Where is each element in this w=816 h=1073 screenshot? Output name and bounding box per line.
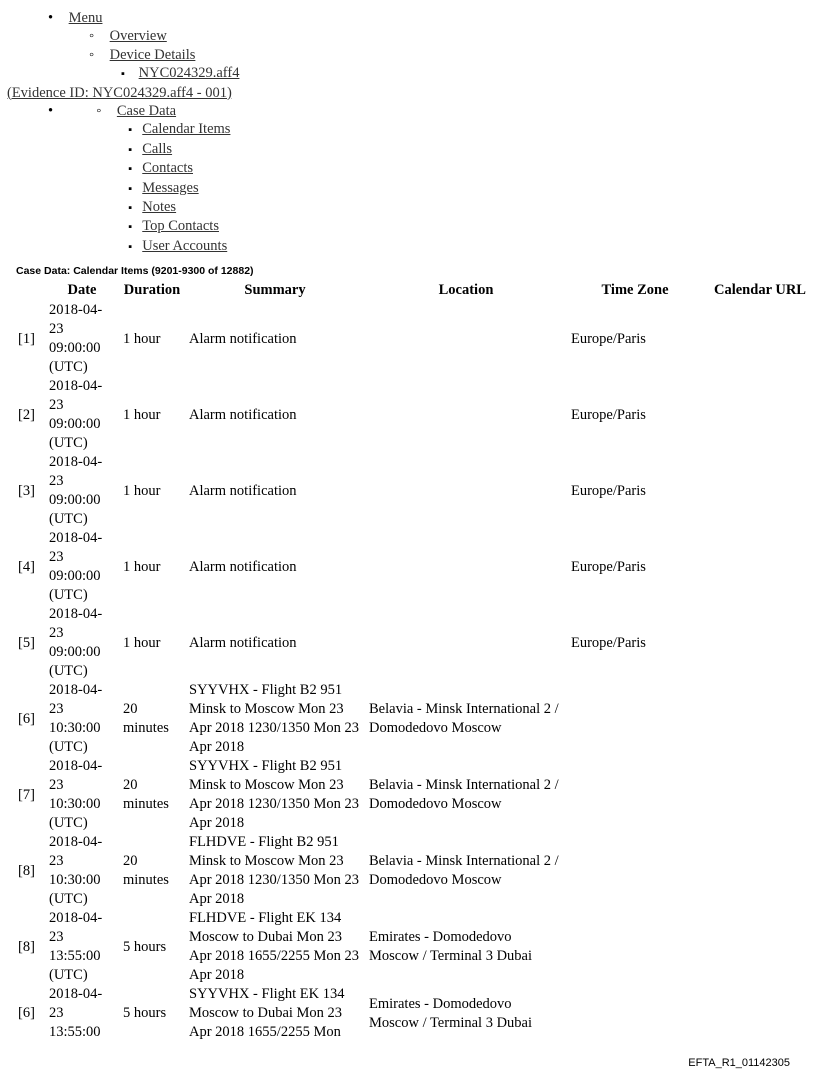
menu-list-cont [0, 102, 816, 256]
row-summary: FLHDVE - Flight B2 951 Minsk to Moscow Mon 23 Apr 2018 1230/1350 Mon 23 Apr 2018 [189, 834, 359, 907]
row-timezone [568, 681, 702, 757]
case-items-list [96, 120, 230, 256]
col-header-timezone: Time Zone [601, 282, 669, 298]
row-timezone: Europe/Paris [571, 330, 646, 347]
case-item-link[interactable]: Contacts [142, 160, 193, 177]
row-index: [7] [18, 786, 35, 803]
row-summary: SYYVHX - Flight B2 951 Minsk to Moscow Mon 23 Apr 2018 1230/1350 Mon 23 Apr 2018 [189, 758, 359, 831]
row-duration: 1 hour [123, 634, 161, 651]
row-duration: 1 hour [123, 482, 161, 499]
row-summary: Alarm notification [189, 406, 297, 423]
row-date: 2018-04-23 10:30:00 (UTC) [49, 682, 103, 755]
col-header-calendar-url: Calendar URL [714, 282, 806, 298]
row-date: 2018-04-23 09:00:00 (UTC) [49, 606, 103, 679]
row-duration: 1 hour [123, 558, 161, 575]
menu-item-case-data [96, 102, 230, 256]
row-calendar-url [704, 833, 816, 909]
row-location: Belavia - Minsk International 2 / Domodedovo Moscow [369, 701, 559, 736]
menu-item-device-details [89, 46, 816, 84]
row-index: [8] [18, 862, 35, 879]
row-calendar-url [704, 681, 816, 757]
row-location: Emirates - Domodedovo Moscow / Terminal 3 Dubai [369, 929, 533, 964]
menu-link[interactable]: Menu [68, 10, 103, 26]
row-calendar-url [704, 529, 816, 605]
table-header-row [18, 280, 816, 301]
row-summary: Alarm notification [189, 330, 297, 347]
navigation-menu [0, 9, 816, 256]
row-timezone [568, 833, 702, 909]
case-item-link[interactable]: User Accounts [142, 237, 228, 254]
row-timezone [568, 757, 702, 833]
row-location: Belavia - Minsk International 2 / Domodedovo Moscow [369, 777, 559, 812]
case-item [128, 159, 230, 178]
row-location [366, 605, 566, 681]
col-header-summary: Summary [244, 282, 306, 298]
row-date: 2018-04-23 09:00:00 (UTC) [49, 530, 103, 603]
menu-item-device-file [121, 64, 816, 83]
case-item [128, 120, 230, 139]
row-summary: Alarm notification [189, 482, 297, 499]
row-calendar-url [704, 757, 816, 833]
row-duration: 5 hours [123, 938, 167, 955]
evidence-id-row [0, 84, 816, 102]
case-item-link[interactable]: Messages [142, 179, 199, 196]
table-row [18, 833, 816, 909]
table-row [18, 529, 816, 605]
table-row [18, 909, 816, 985]
table-row [18, 605, 816, 681]
device-details-link[interactable]: Device Details [109, 46, 196, 63]
row-timezone: Europe/Paris [571, 406, 646, 423]
table-row [18, 681, 816, 757]
row-duration: 20 minutes [123, 701, 169, 736]
col-header-duration: Duration [123, 282, 181, 298]
row-duration: 20 minutes [123, 853, 169, 888]
menu-sublist [48, 27, 816, 83]
case-item [128, 198, 230, 217]
case-data-list [72, 102, 230, 256]
row-timezone: Europe/Paris [571, 482, 646, 499]
row-date: 2018-04-23 13:55:00 (UTC) [49, 910, 103, 983]
menu-item [48, 9, 816, 84]
device-file-link[interactable]: NYC024329.aff4 [138, 65, 240, 82]
row-location [366, 301, 566, 377]
row-duration: 1 hour [123, 406, 161, 423]
row-index: [4] [18, 558, 35, 575]
table-row [18, 377, 816, 453]
row-timezone [568, 985, 702, 1042]
row-index: [6] [18, 710, 35, 727]
case-item [128, 140, 230, 159]
row-summary: FLHDVE - Flight EK 134 Moscow to Dubai Mon 23 Apr 2018 1655/2255 Mon 23 Apr 2018 [189, 910, 359, 983]
calendar-items-table [16, 280, 816, 1042]
row-date: 2018-04-23 09:00:00 (UTC) [49, 302, 103, 375]
row-duration: 20 minutes [123, 777, 169, 812]
case-data-link[interactable]: Case Data [116, 103, 177, 120]
row-location: Belavia - Minsk International 2 / Domodedovo Moscow [369, 853, 559, 888]
table-row [18, 985, 816, 1042]
menu-item-case [48, 102, 816, 256]
row-index: [2] [18, 406, 35, 423]
case-item-link[interactable]: Notes [142, 199, 177, 216]
row-timezone: Europe/Paris [571, 558, 646, 575]
row-date: 2018-04-23 09:00:00 (UTC) [49, 454, 103, 527]
row-calendar-url [704, 985, 816, 1042]
row-location [366, 377, 566, 453]
row-duration: 1 hour [123, 330, 161, 347]
row-location [366, 453, 566, 529]
row-location [366, 529, 566, 605]
row-location: Emirates - Domodedovo Moscow / Terminal 3 Dubai [369, 995, 533, 1031]
row-index: [6] [18, 1005, 35, 1021]
row-index: [3] [18, 482, 35, 499]
col-header-date: Date [67, 282, 97, 298]
case-item-link[interactable]: Calendar Items [142, 121, 231, 138]
row-date: 2018-04-23 13:55:00 [49, 986, 103, 1040]
row-calendar-url [704, 453, 816, 529]
case-item-link[interactable]: Calls [142, 140, 173, 157]
row-date: 2018-04-23 10:30:00 (UTC) [49, 834, 103, 907]
device-details-list [89, 64, 816, 83]
row-duration: 5 hours [123, 1005, 167, 1021]
table-row [18, 453, 816, 529]
row-calendar-url [704, 377, 816, 453]
case-item [128, 217, 230, 236]
row-summary: Alarm notification [189, 558, 297, 575]
document-id: EFTA_R1_01142305 [688, 1057, 790, 1069]
row-index: [1] [18, 330, 35, 347]
row-summary: SYYVHX - Flight EK 134 Moscow to Dubai Mon 23 Apr 2018 1655/2255 Mon [189, 986, 345, 1040]
case-data-title: Case Data: Calendar Items (9201-9300 of 12882) [16, 265, 254, 277]
case-item [128, 237, 230, 256]
case-item [128, 179, 230, 198]
row-summary: Alarm notification [189, 634, 297, 651]
col-header-location: Location [438, 282, 494, 298]
menu-item-overview [89, 27, 816, 45]
row-index: [8] [18, 938, 35, 955]
row-timezone [568, 909, 702, 985]
row-summary: SYYVHX - Flight B2 951 Minsk to Moscow Mon 23 Apr 2018 1230/1350 Mon 23 Apr 2018 [189, 682, 359, 755]
col-header-index [18, 280, 44, 301]
row-date: 2018-04-23 10:30:00 (UTC) [49, 758, 103, 831]
menu-list [0, 9, 816, 84]
row-index: [5] [18, 634, 35, 651]
row-timezone: Europe/Paris [571, 634, 646, 651]
table-row [18, 757, 816, 833]
row-date: 2018-04-23 09:00:00 (UTC) [49, 378, 103, 451]
evidence-id-link[interactable]: (Evidence ID: NYC024329.aff4 - 001) [7, 84, 232, 101]
row-calendar-url [704, 605, 816, 681]
overview-link[interactable]: Overview [109, 28, 167, 45]
row-calendar-url [704, 909, 816, 985]
table-row [18, 301, 816, 377]
row-calendar-url [704, 301, 816, 377]
table-body [18, 301, 816, 1042]
case-item-link[interactable]: Top Contacts [142, 218, 219, 235]
